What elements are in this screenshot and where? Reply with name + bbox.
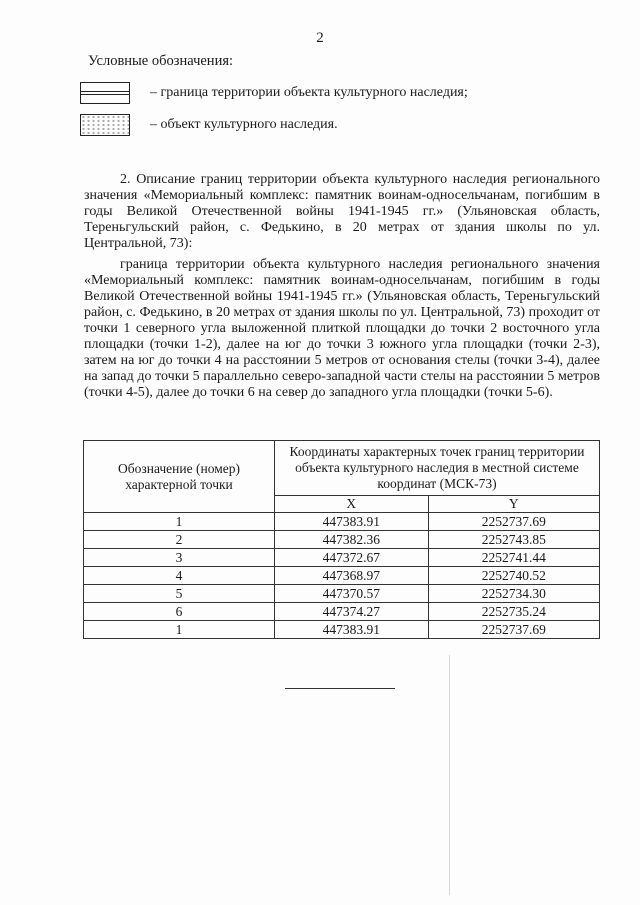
y-coordinate: 2252740.52 — [428, 567, 599, 585]
table-row — [84, 603, 600, 621]
legend-title: Условные обозначения: — [88, 53, 234, 69]
table-row — [84, 585, 600, 603]
y-coordinate: 2252737.69 — [428, 621, 599, 639]
point-number: 2 — [84, 531, 275, 549]
point-number: 5 — [84, 585, 275, 603]
section-body-text: граница территории объекта культурного наследия регионального значения «Мемориальный комплекс: памятник воинам-односельчанам, погибшим в годы Великой Отечественной войны 1941-1945 гг.» (Ульяновская область, Тереньгульский район, с. Федькино, в 20 метрах от здания школы по ул. Центральной, 73) проходит от точки 1 северного угла выложенной плиткой площадки до точки 2 восточного угла площадки (точки 1-2), далее на юг до точки 3 южного угла площадки (точки 2-3), затем на юг до точки 4 на расстоянии 5 метров от основания стелы (точки 3-4), далее на запад до точки 5 параллельно северо-западной части стелы на расстоянии 5 метров (точки 4-5), далее до точки 6 на север до западного угла площадки (точки 5-6). — [84, 257, 600, 400]
legend-item-label: – граница территории объекта культурного наследия; — [150, 85, 468, 100]
column-header-point: Обозначение (номер) характерной точки — [84, 441, 275, 513]
section-body — [84, 257, 600, 401]
table-header-row — [84, 441, 600, 496]
table-row — [84, 513, 600, 531]
x-coordinate: 447370.57 — [275, 585, 429, 603]
point-number: 6 — [84, 603, 275, 621]
table-row — [84, 531, 600, 549]
point-number: 1 — [84, 621, 275, 639]
y-coordinate: 2252734.30 — [428, 585, 599, 603]
table-row — [84, 549, 600, 567]
x-coordinate: 447372.67 — [275, 549, 429, 567]
legend-item-heritage-object — [80, 112, 338, 138]
y-coordinate: 2252743.85 — [428, 531, 599, 549]
section-title — [84, 172, 600, 252]
point-number: 3 — [84, 549, 275, 567]
scan-artifact-line — [449, 655, 450, 895]
y-coordinate: 2252735.24 — [428, 603, 599, 621]
point-number: 1 — [84, 513, 275, 531]
coordinates-table — [83, 440, 600, 639]
x-coordinate: 447368.97 — [275, 567, 429, 585]
x-coordinate: 447383.91 — [275, 513, 429, 531]
column-header-coordinates: Координаты характерных точек границ территории объекта культурного наследия в местной системе координат (МСК-73) — [275, 441, 600, 496]
x-coordinate: 447383.91 — [275, 621, 429, 639]
separator-line — [285, 688, 395, 689]
table-row — [84, 621, 600, 639]
x-coordinate: 447374.27 — [275, 603, 429, 621]
y-coordinate: 2252741.44 — [428, 549, 599, 567]
dotted-area-icon — [80, 114, 130, 136]
table-row — [84, 567, 600, 585]
point-number: 4 — [84, 567, 275, 585]
column-header-y: Y — [428, 496, 599, 513]
page-number: 2 — [316, 30, 324, 46]
section-title-text: 2. Описание границ территории объекта культурного наследия регионального значения «Мемориальный комплекс: памятник воинам-односельчанам, погибшим в годы Великой Отечественной войны 1941-1945 гг.» (Ульяновская область, Тереньгульский район, с. Федькино, в 20 метрах от здания школы по ул. Центральной, 73): — [84, 172, 600, 251]
x-coordinate: 447382.36 — [275, 531, 429, 549]
legend-item-boundary — [80, 80, 468, 106]
legend-item-label: – объект культурного наследия. — [150, 117, 338, 132]
boundary-line-icon — [80, 82, 130, 104]
column-header-x: X — [275, 496, 429, 513]
y-coordinate: 2252737.69 — [428, 513, 599, 531]
